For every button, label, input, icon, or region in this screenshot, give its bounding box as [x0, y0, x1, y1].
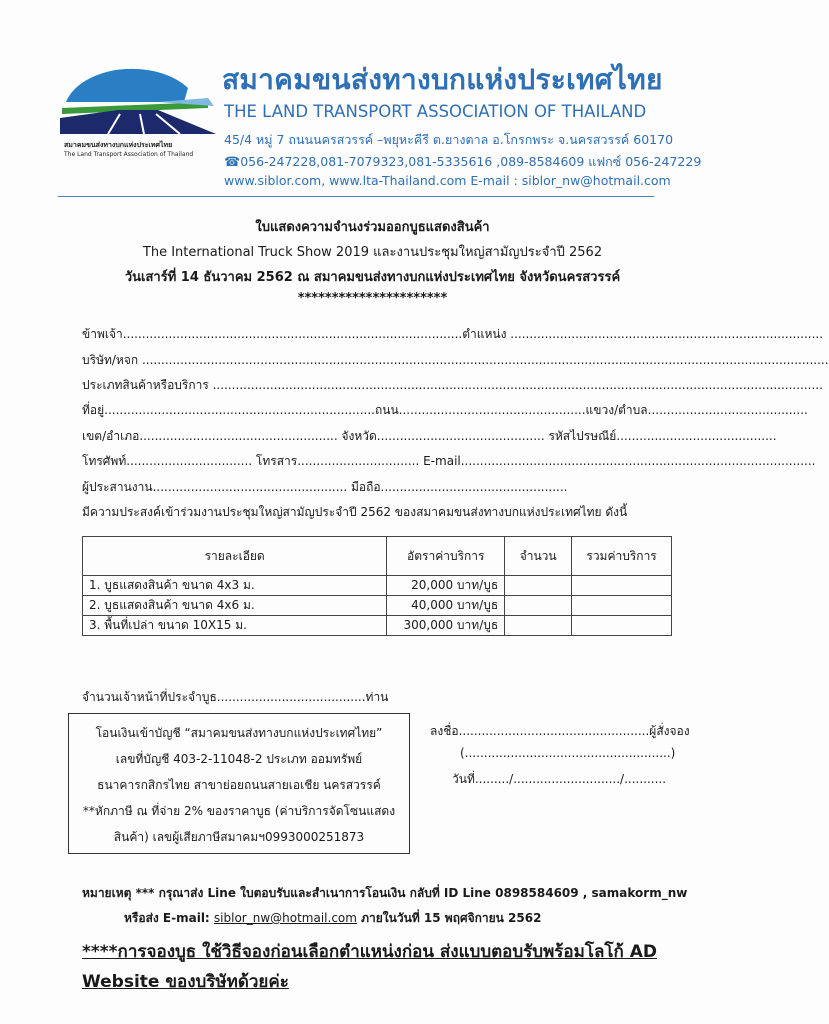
booth-table: [82, 536, 672, 636]
row-item: 3. พื้นที่เปล่า ขนาด 10X15 ม.: [83, 616, 387, 636]
row-rate: 300,000 บาท/บูธ: [387, 616, 505, 636]
booking-emphasis-line-2: Website ของบริษัทด้วยค่ะ: [82, 972, 289, 992]
header-quantity: จำนวน: [505, 537, 572, 576]
payment-line-3: ธนาคารกสิกรไทย สาขาย่อยถนนสายเอเชีย นครสวรรค์: [97, 778, 381, 792]
payment-line-5: สินค้า) เลขผู้เสียภาษีสมาคมฯ0993000251873: [113, 830, 365, 844]
note-deadline: ภายในวันที่ 15 พฤศจิกายน 2562: [356, 911, 542, 925]
event-name: The International Truck Show 2019 และงานประชุมใหญ่สามัญประจำปี 2562: [142, 245, 603, 260]
business-type-field[interactable]: ประเภทสินค้าหรือบริการ ................................................................................................................................................................: [82, 378, 823, 392]
note-line-2: [124, 909, 541, 928]
header-detail: รายละเอียด: [83, 537, 387, 576]
table-row: [83, 596, 672, 616]
signature-field[interactable]: ลงชื่อ..................................................ผู้สั่งจอง: [430, 724, 690, 738]
org-web: www.siblor.com, www.lta-Thailand.com E-mail : siblor_nw@hotmail.com: [224, 173, 671, 188]
header-divider: [58, 196, 654, 197]
org-name-thai: สมาคมขนส่งทางบกแห่งประเทศไทย: [222, 63, 663, 96]
row-rate: 20,000 บาท/บูธ: [387, 576, 505, 596]
header-rate: อัตราค่าบริการ: [387, 537, 505, 576]
district-field[interactable]: เขต/อำเภอ.................................................... จังหวัด............................................ รหัสไปรษณีย์..........................................: [82, 429, 777, 443]
payment-info-box: [68, 713, 410, 854]
name-position-field[interactable]: ข้าพเจ้า.........................................................................................ตำแหน่ง ..................................................................................: [82, 327, 824, 341]
row-rate: 40,000 บาท/บูธ: [387, 596, 505, 616]
association-logo: [58, 58, 218, 140]
table-header-row: [83, 537, 672, 576]
org-phone: 056-247228,081-7079323,081-5335616 ,089-8584609 แฟกซ์ 056-247229: [240, 154, 702, 169]
row-quantity-cell[interactable]: [505, 616, 572, 636]
logo-caption-thai: สมาคมขนส่งทางบกแห่งประเทศไทย: [64, 141, 173, 149]
row-quantity-cell[interactable]: [505, 576, 572, 596]
row-total-cell[interactable]: [572, 616, 672, 636]
signature-date-field[interactable]: วันที่........./............................/...........: [452, 772, 667, 786]
address-field[interactable]: ที่อยู่.......................................................................ถนน.................................................แขวง/ตำบล..........................................: [82, 403, 808, 417]
logo-caption-english: The Land Transport Association of Thailand: [64, 151, 194, 158]
signature-name-field[interactable]: (......................................................): [460, 746, 676, 760]
row-item: 1. บูธแสดงสินค้า ขนาด 4x3 ม.: [83, 576, 387, 596]
staff-count-field[interactable]: จำนวนเจ้าหน้าที่ประจำบูธ.......................................ท่าน: [82, 690, 389, 704]
header-total: รวมค่าบริการ: [572, 537, 672, 576]
note-email-prefix: หรือส่ง E-mail:: [124, 911, 214, 925]
org-name-english: THE LAND TRANSPORT ASSOCIATION OF THAILAND: [224, 102, 647, 121]
org-phone-line: [224, 152, 701, 172]
note-line-1: หมายเหตุ *** กรุณาส่ง Line ใบตอบรับและสำเนาการโอนเงิน กลับที่ ID Line 0898584609 , samakorm_nw: [82, 886, 688, 900]
row-quantity-cell[interactable]: [505, 596, 572, 616]
title-stars: **********************: [297, 291, 448, 306]
company-field[interactable]: บริษัท/หจก ....................................................................................................................................................................................: [82, 353, 829, 367]
intent-statement: มีความประสงค์เข้าร่วมงานประชุมใหญ่สามัญประจำปี 2562 ของสมาคมขนส่งทางบกแห่งประเทศไทย ดังนี้: [82, 505, 628, 519]
row-total-cell[interactable]: [572, 596, 672, 616]
row-item: 2. บูธแสดงสินค้า ขนาด 4x6 ม.: [83, 596, 387, 616]
telephone-icon: ☎: [224, 155, 241, 170]
payment-line-4: **หักภาษี ณ ที่จ่าย 2% ของราคาบูธ (ค่าบริการจัดโซนแสดง: [82, 804, 396, 818]
event-date: วันเสาร์ที่ 14 ธันวาคม 2562 ณ สมาคมขนส่งทางบกแห่งประเทศไทย จังหวัดนครสวรรค์: [124, 270, 621, 285]
table-row: [83, 576, 672, 596]
row-total-cell[interactable]: [572, 576, 672, 596]
booking-emphasis-line-1: ****การจองบูธ ใช้วิธีจองก่อนเลือกตำแหน่งก่อน ส่งแบบตอบรับพร้อมโลโก้ AD: [82, 942, 657, 962]
coordinator-field[interactable]: ผู้ประสานงาน................................................... มือถือ.................................................: [82, 480, 568, 494]
note-email-link[interactable]: siblor_nw@hotmail.com: [213, 911, 357, 925]
org-address: 45/4 หมู่ 7 ถนนนครสวรรค์ –พยุหะคีรี ต.ยางตาล อ.โกรกพระ จ.นครสวรรค์ 60170: [224, 132, 674, 147]
phone-field[interactable]: โทรศัพท์................................. โทรสาร................................ E-mail.............................................................................................: [82, 454, 816, 468]
form-title: ใบแสดงความจำนงร่วมออกบูธแสดงสินค้า: [255, 220, 490, 235]
payment-line-1: โอนเงินเข้าบัญชี “สมาคมขนส่งทางบกแห่งประเทศไทย”: [95, 726, 383, 740]
table-row: [83, 616, 672, 636]
payment-line-2: เลขที่บัญชี 403-2-11048-2 ประเภท ออมทรัพย์: [115, 752, 363, 766]
